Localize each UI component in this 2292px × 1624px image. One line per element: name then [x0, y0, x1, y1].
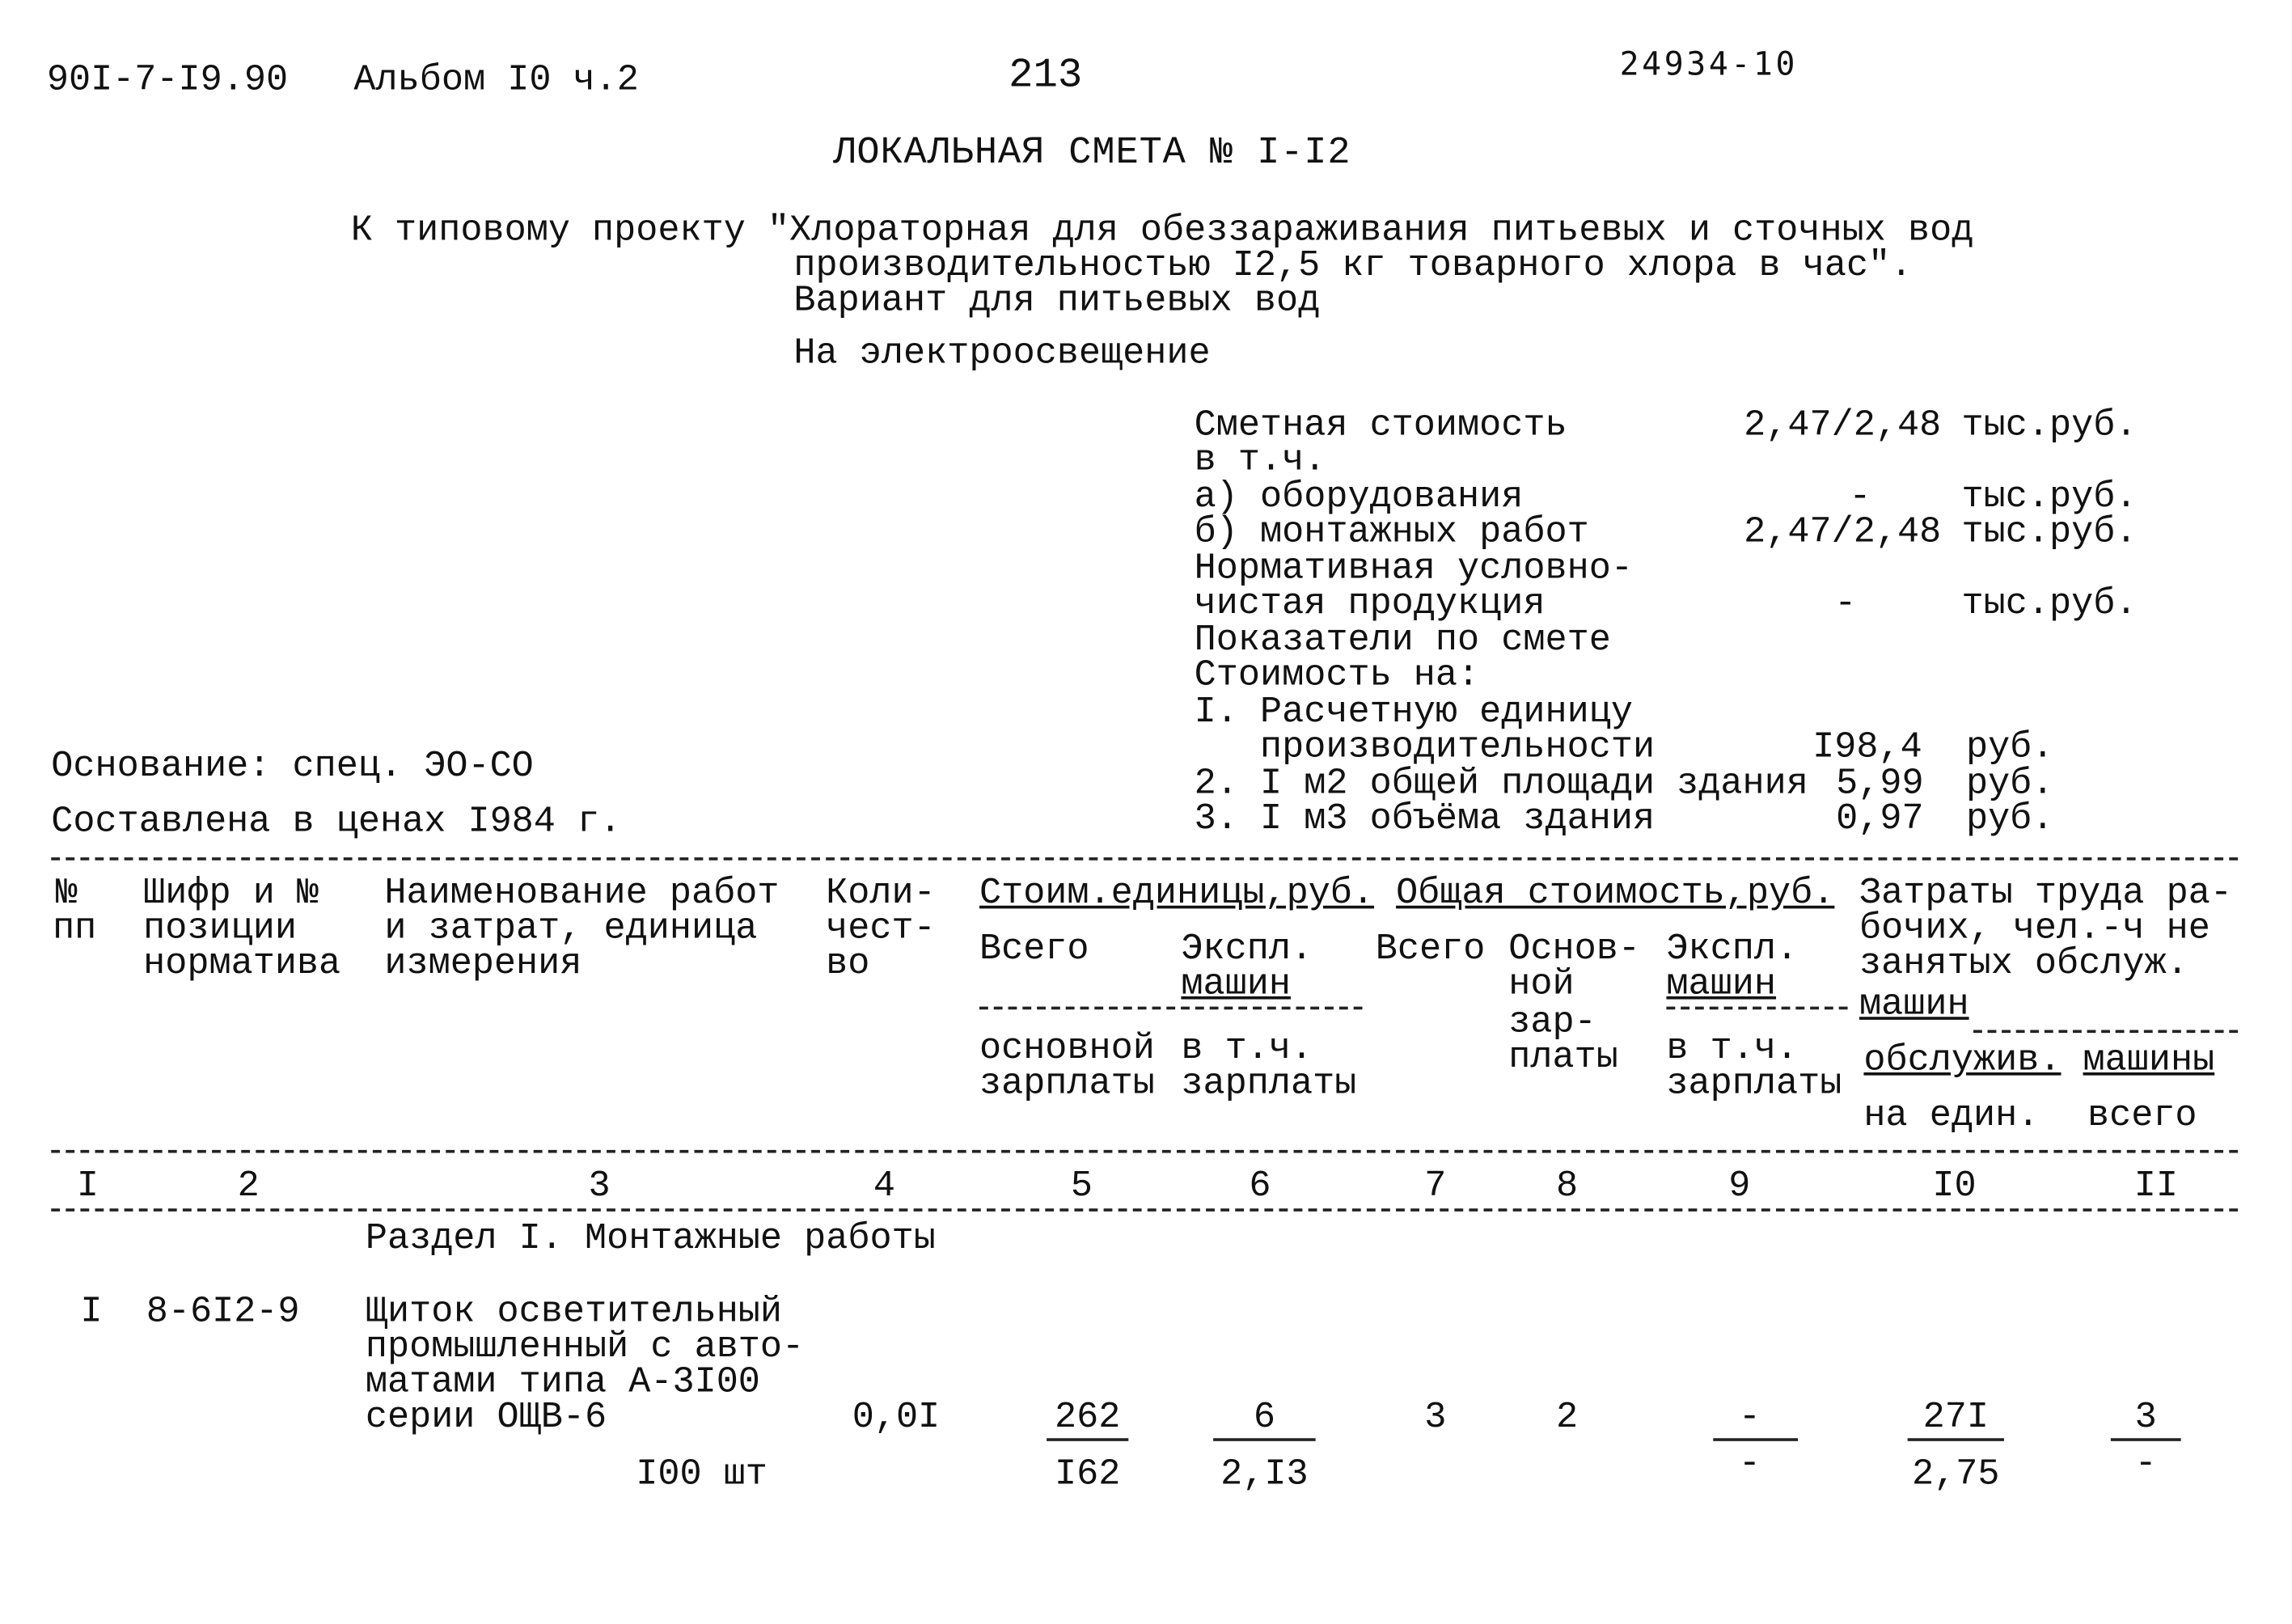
indicator-1-value: I98,4: [1812, 725, 1922, 768]
column-number-10: I0: [1932, 1164, 1977, 1207]
page-number: 213: [1009, 53, 1083, 100]
row-1-col-5-top: 262: [1055, 1395, 1121, 1439]
unit-cost-group-header: Стоим.единицы,руб.: [979, 872, 1375, 915]
col-1-header-line-1: №: [55, 872, 78, 915]
col-5-subheader-line-1: основной: [979, 1026, 1155, 1070]
col-6-subheader-line-2: зарплаты: [1181, 1062, 1357, 1105]
col-8-header-line-1: Основ-: [1508, 927, 1640, 971]
estimate-purpose: На электроосвещение: [793, 332, 1211, 375]
row-1-col-8: 2: [1555, 1395, 1579, 1439]
row-1-col-9-bottom: -: [1738, 1442, 1761, 1486]
labor-group-line-2: бочих, чел.-ч не: [1859, 907, 2210, 950]
col-4-header-line-1: Коли-: [826, 872, 936, 915]
row-1-col-10-bottom: 2,75: [1912, 1453, 2000, 1495]
column-number-11: II: [2133, 1164, 2179, 1207]
project-line-2: производительностью I2,5 кг товарного хлора в час".: [793, 244, 1913, 287]
indicator-1-label-2: производительности: [1194, 725, 1656, 768]
column-number-7: 7: [1424, 1164, 1447, 1207]
row-1-col-6-fraction-line: [1213, 1438, 1316, 1441]
indicator-3-unit: руб.: [1965, 797, 2054, 840]
row-1-name-line-1: Щиток осветительный: [365, 1290, 783, 1333]
col-9-subheader-line-2: зарплаты: [1666, 1062, 1842, 1105]
col-1-header-line-2: пп: [53, 907, 97, 950]
col-8-header-line-4: платы: [1508, 1035, 1618, 1079]
row-1-col-10-fraction-line: [1908, 1438, 2004, 1441]
col-10-header: обслужив.: [1863, 1038, 2062, 1081]
indicator-2-value: 5,99: [1836, 762, 1924, 805]
table-top-border: [51, 857, 2238, 861]
indicator-2-label: 2. I м2 общей площади здания: [1194, 762, 1808, 805]
col-11-subheader: всего: [2087, 1094, 2197, 1137]
col-9-subheader-line-1: в т.ч.: [1666, 1026, 1799, 1070]
project-line-1: К типовому проекту "Хлораторная для обеззараживания питьевых и сточных вод: [350, 209, 1974, 252]
indicator-3-label: 3. I м3 объёма здания: [1194, 797, 1656, 840]
row-1-code: 8-6I2-9: [146, 1290, 300, 1333]
including-label: в т.ч.: [1194, 438, 1326, 482]
prices-text: Составлена в ценах I984 г.: [51, 800, 622, 843]
cost-per-label: Стоимость на:: [1194, 653, 1480, 697]
normative-label-1: Нормативная условно-: [1194, 547, 1633, 590]
cost-unit: тыс.руб.: [1961, 404, 2138, 446]
normative-unit: тыс.руб.: [1961, 582, 2138, 625]
row-1-col-5-bottom: I62: [1055, 1453, 1121, 1495]
col-3-header-line-3: измерения: [384, 941, 582, 985]
col-8-header-line-2: ной: [1508, 962, 1575, 1005]
normative-value: -: [1834, 582, 1857, 625]
row-1-col-5-fraction-line: [1047, 1438, 1128, 1441]
col-4-header-line-2: чест-: [826, 907, 936, 950]
col-6-header-line-1: Экспл.: [1181, 927, 1313, 971]
col-9-header-line-1: Экспл.: [1666, 927, 1799, 971]
row-1-col-11-bottom: -: [2134, 1442, 2157, 1486]
column-number-5: 5: [1070, 1164, 1093, 1207]
column-number-1: I: [76, 1164, 99, 1207]
normative-label-2: чистая продукция: [1194, 582, 1546, 625]
row-1-name-line-2: промышленный с авто-: [365, 1325, 805, 1368]
col-2-header-line-1: Шифр и №: [143, 872, 319, 915]
project-line-3: Вариант для питьевых вод: [793, 279, 1321, 322]
row-1-col-10-top: 27I: [1922, 1395, 1989, 1439]
section-title: Раздел I. Монтажные работы: [365, 1217, 936, 1260]
total-cost-group-header: Общая стоимость,руб.: [1396, 872, 1835, 915]
col-6-subheader-line-1: в т.ч.: [1181, 1026, 1313, 1070]
row-1-col-9-top: -: [1738, 1395, 1761, 1439]
row-1-number: I: [80, 1290, 103, 1333]
col-6-header-line-2: машин: [1181, 962, 1291, 1005]
indicator-2-unit: руб.: [1965, 762, 2054, 805]
install-label: б) монтажных работ: [1194, 510, 1589, 553]
column-number-3: 3: [588, 1164, 611, 1207]
install-value: 2,47/2,48: [1744, 510, 1942, 553]
col-7-header: Всего: [1375, 927, 1486, 971]
column-numbers-top-border: [51, 1150, 2238, 1153]
album-label: Альбом I0 ч.2: [353, 58, 639, 101]
col-3-header-line-1: Наименование работ: [384, 872, 780, 915]
col-9-header-line-2: машин: [1666, 962, 1777, 1005]
row-1-name-line-4: серии ОЩВ-6: [365, 1395, 607, 1439]
col-3-header-line-2: и затрат, единица: [384, 907, 758, 950]
install-unit: тыс.руб.: [1961, 510, 2138, 553]
cost-label: Сметная стоимость: [1194, 404, 1567, 446]
col-10-subheader: на един.: [1863, 1094, 2040, 1137]
equipment-value: -: [1849, 475, 1871, 518]
equipment-label: а) оборудования: [1194, 475, 1524, 518]
row-1-col-6-bottom: 2,I3: [1220, 1453, 1309, 1495]
row-1-col-11-top: 3: [2134, 1395, 2157, 1439]
project-code: 90I-7-I9.90: [46, 58, 289, 101]
labor-group-line-1: Затраты труда ра-: [1859, 872, 2232, 915]
column-number-2: 2: [237, 1164, 260, 1207]
column-number-6: 6: [1249, 1164, 1271, 1207]
equipment-unit: тыс.руб.: [1961, 475, 2138, 518]
col-8-header-line-3: зар-: [1508, 1000, 1596, 1043]
total-cost-sub-divider: [1666, 1007, 1847, 1010]
col-11-header: машины: [2083, 1038, 2215, 1081]
document-number: 24934-10: [1619, 46, 1799, 84]
row-1-col-11-fraction-line: [2111, 1438, 2181, 1441]
column-number-4: 4: [873, 1164, 896, 1207]
column-number-9: 9: [1728, 1164, 1751, 1207]
col-4-header-line-3: во: [826, 941, 870, 985]
labor-sub-divider: [1973, 1030, 2238, 1034]
indicators-label: Показатели по смете: [1194, 619, 1611, 662]
cost-value: 2,47/2,48: [1744, 404, 1942, 446]
unit-cost-sub-divider: [979, 1007, 1363, 1010]
row-1-col-9-fraction-line: [1713, 1438, 1798, 1441]
col-2-header-line-2: позиции: [143, 907, 297, 950]
column-number-8: 8: [1555, 1164, 1579, 1207]
indicator-3-value: 0,97: [1836, 797, 1924, 840]
row-1-name-line-3: матами типа А-3I00: [365, 1360, 760, 1403]
labor-group-line-4: машин: [1859, 983, 1969, 1026]
row-1-quantity: 0,0I: [852, 1395, 941, 1439]
col-2-header-line-3: норматива: [143, 941, 341, 985]
col-5-header: Всего: [979, 927, 1089, 971]
basis-text: Основание: спец. ЭО-СО: [51, 744, 534, 788]
column-numbers-bottom-border: [51, 1208, 2238, 1212]
indicator-1-unit: руб.: [1965, 725, 2054, 768]
row-1-col-7: 3: [1424, 1395, 1447, 1439]
row-1-unit: I00 шт: [636, 1453, 768, 1495]
labor-group-line-3: занятых обслуж.: [1859, 941, 2188, 985]
col-5-subheader-line-2: зарплаты: [979, 1062, 1155, 1105]
page-title: ЛОКАЛЬНАЯ СМЕТА № I-I2: [833, 130, 1351, 175]
row-1-col-6-top: 6: [1253, 1395, 1275, 1439]
indicator-1-label-1: I. Расчетную единицу: [1194, 690, 1633, 734]
